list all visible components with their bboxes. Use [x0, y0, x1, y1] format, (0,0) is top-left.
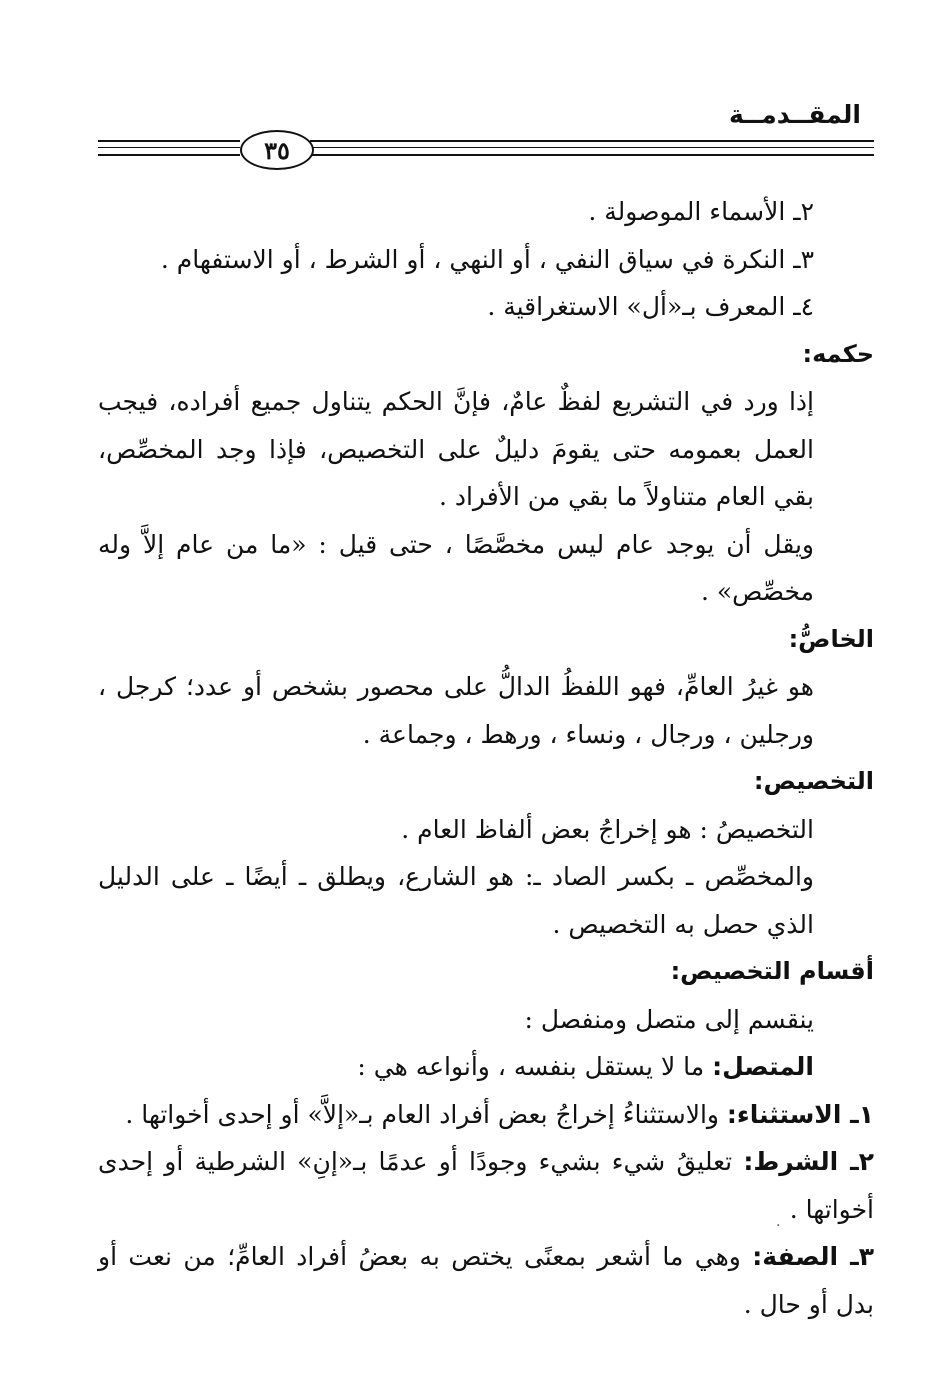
scan-speck: · [776, 1218, 781, 1234]
list-item-shart [98, 1138, 874, 1233]
term-text: والاستثناءُ إخراجُ بعض أفراد العام بـ«إلاَّ» أو إحدى أخواتها . [125, 1099, 727, 1129]
page-body [98, 188, 874, 1328]
running-title: المقــدمــة [729, 100, 861, 129]
list-item: ٣ـ النكرة في سياق النفي ، أو النهي ، أو الشرط ، أو الاستفهام . [160, 244, 814, 274]
term-label: ١ـ الاستثناء: [726, 1099, 874, 1129]
paragraph: ينقسم إلى متصل ومنفصل : [524, 1004, 814, 1034]
section-heading-hukm: حكمه: [802, 339, 874, 368]
list-item-sifa [98, 1233, 874, 1328]
term-text: وهي ما أشعر بمعنًى يختص به بعضُ أفراد العامِّ؛ من نعت أو بدل أو حال . [98, 1242, 874, 1319]
list-item: ٢ـ الأسماء الموصولة . [588, 197, 814, 226]
header-rule-left-top [98, 140, 240, 142]
header-rule-right-bottom [310, 154, 874, 156]
header-rule-left-bottom [98, 154, 240, 156]
term-text: تعليقُ شيء بشيء وجودًا أو عدمًا بـ«إنِ» الشرطية أو إحدى أخواتها . [98, 1147, 874, 1224]
section-heading-aqsam: أقسام التخصيص: [670, 957, 874, 985]
term-label: ٢ـ الشرط: [743, 1147, 874, 1176]
term-text: ما لا يستقل بنفسه ، وأنواعه هي : [357, 1052, 713, 1081]
paragraph: ويقل أن يوجد عام ليس مخصَّصًا ، حتى قيل : «ما من عام إلاَّ وله مخصِّص» . [98, 529, 814, 606]
paragraph: والمخصِّص ـ بكسر الصاد ـ: هو الشارع، ويطلق ـ أيضًا ـ على الدليل الذي حصل به التخصيص . [98, 862, 814, 939]
header-rule-right-mid [310, 147, 874, 148]
list-item-istithna [98, 1091, 874, 1139]
paragraph: إذا ورد في التشريع لفظٌ عامٌ، فإنَّ الحكم يتناول جميع أفراده، فيجب العمل بعمومه حتى يقومَ دليلٌ على التخصيص، فإذا وجد المخصِّص، بقي العام متناولاً ما بقي من الأفراد . [98, 387, 814, 511]
list-item: ٤ـ المعرف بـ«أل» الاستغراقية . [487, 292, 814, 321]
term-label: المتصل: [712, 1052, 814, 1081]
paragraph: هو غيرُ العامِّ، فهو اللفظُ الدالُّ على محصور بشخص أو عدد؛ كرجل ، ورجلين ، ورجال ، ونساء ، ورهط ، وجماعة . [98, 672, 814, 749]
page-number: ٣٥ [240, 130, 314, 170]
paragraph: التخصيصُ : هو إخراجُ بعض ألفاظ العام . [401, 814, 814, 844]
section-heading-khass: الخاصُّ: [788, 624, 874, 653]
header-rule-right-top [310, 140, 874, 142]
definition-muttasil [98, 1043, 874, 1091]
term-label: ٣ـ الصفة: [752, 1242, 874, 1271]
header-rule-left-mid [98, 147, 240, 148]
section-heading-takhsis: التخصيص: [753, 767, 874, 795]
